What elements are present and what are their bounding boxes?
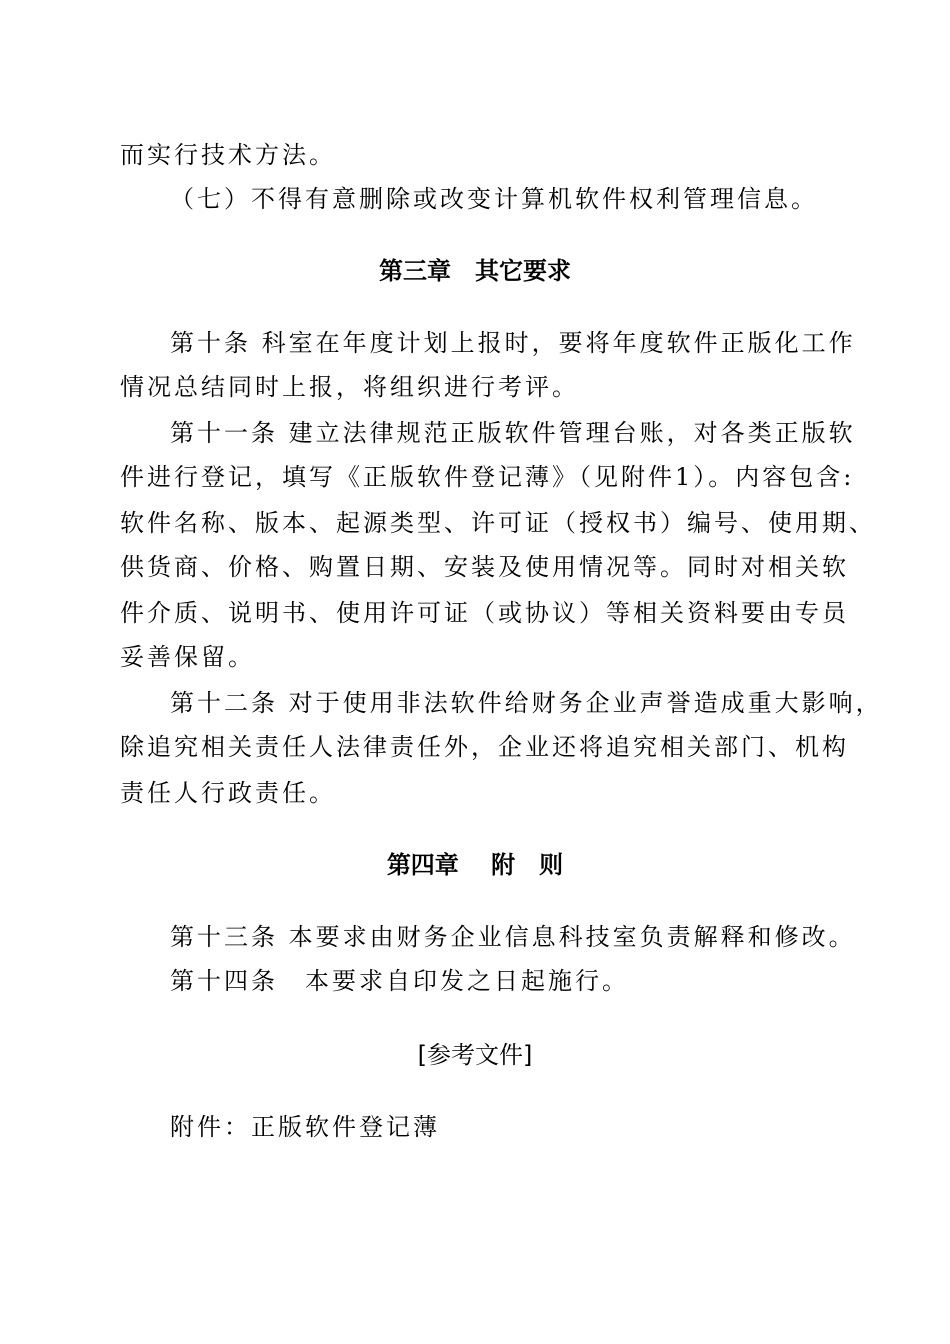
article-12-line: 除追究相关责任人法律责任外，企业还将追究相关部门、机构 <box>120 733 849 761</box>
article-11-line: 妥善保留。 <box>120 643 255 671</box>
article-11-line: 件进行登记，填写《正版软件登记薄》（见附件1）。内容包含: <box>120 463 855 491</box>
article-11-line: 供货商、价格、购置日期、安装及使用情况等。同时对相关软 <box>120 553 849 581</box>
article-11-line: 第十一条 建立法律规范正版软件管理台账，对各类正版软 <box>170 419 856 447</box>
reference-heading: [参考文件] <box>417 1041 533 1069</box>
article-14-line: 第十四条 本要求自印发之日起施行。 <box>170 967 629 995</box>
article-11-line: 软件名称、版本、起源类型、许可证（授权书）编号、使用期、 <box>120 509 876 537</box>
article-11-line: 件介质、说明书、使用许可证（或协议）等相关资料要由专员 <box>120 599 849 627</box>
article-12-line: 第十二条 对于使用非法软件给财务企业声誉造成重大影响， <box>170 689 883 717</box>
article-10-line: 第十条 科室在年度计划上报时，要将年度软件正版化工作 <box>170 329 856 357</box>
paragraph-line: （七）不得有意删除或改变计算机软件权利管理信息。 <box>170 185 818 213</box>
chapter-3-heading: 第三章 其它要求 <box>379 257 571 285</box>
attachment-line: 附件：正版软件登记薄 <box>170 1113 440 1141</box>
article-12-line: 责任人行政责任。 <box>120 779 336 807</box>
chapter-4-heading: 第四章 附 则 <box>386 851 564 879</box>
article-13-line: 第十三条 本要求由财务企业信息科技室负责解释和修改。 <box>170 923 856 951</box>
paragraph-line: 而实行技术方法。 <box>120 141 336 169</box>
article-10-line: 情况总结同时上报，将组织进行考评。 <box>120 373 579 401</box>
